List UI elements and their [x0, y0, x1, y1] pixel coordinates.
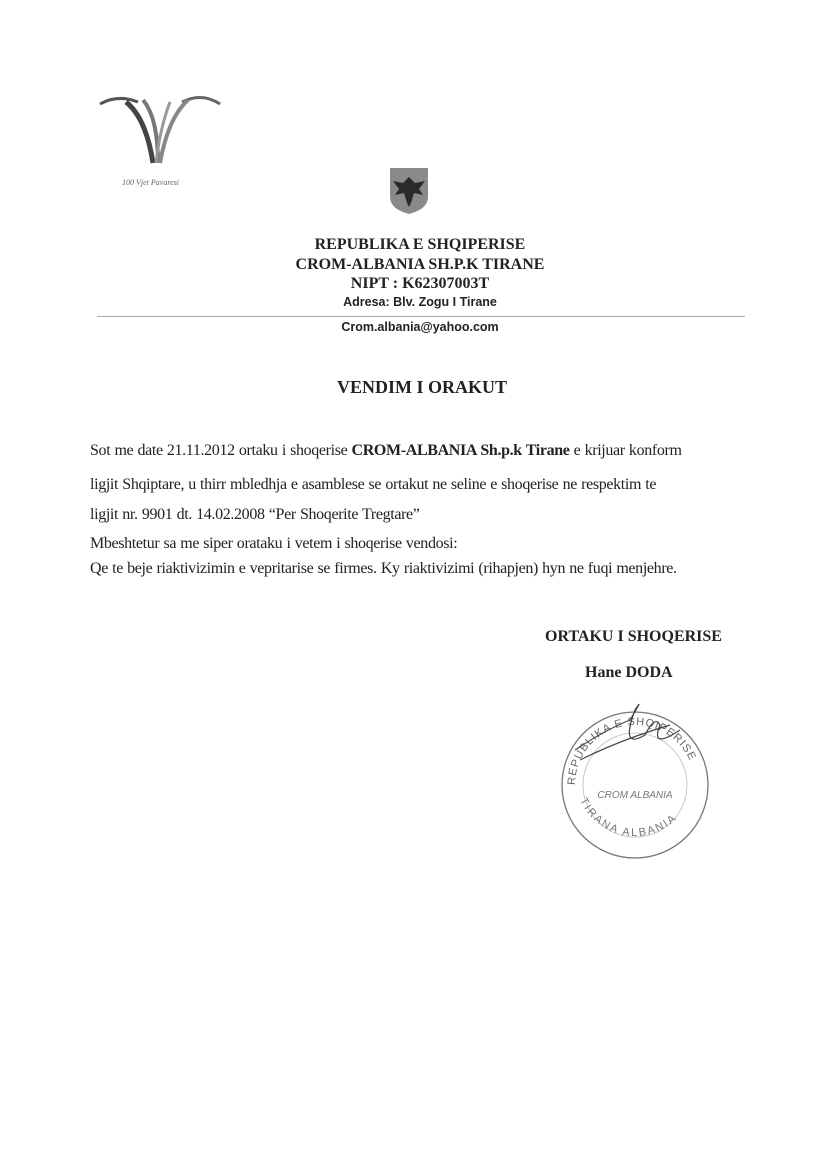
- svg-text:REPUBLIKA E SHQIPERISE: REPUBLIKA E SHQIPERISE: [565, 715, 699, 786]
- header-nipt: NIPT : K62307003T: [350, 275, 490, 292]
- document-title: VENDIM I ORAKUT: [336, 377, 507, 397]
- body-line-1: [90, 442, 682, 460]
- header-email: Crom.albania@yahoo.com: [341, 320, 499, 334]
- body-line-1-end: e krijuar konform: [569, 442, 682, 459]
- signature-name: Hane DODA: [585, 664, 673, 681]
- body-line-5: Qe te beje riaktivizimin e vepritarise se firmes. Ky riaktivizimi (rihapjen) hyn ne fuqi menjehre.: [90, 560, 677, 577]
- body-line-2: ligjit Shqiptare, u thirr mbledhja e asamblese se ortakut ne seline e shoqerise ne respektim te: [90, 476, 657, 493]
- coat-of-arms-icon: [389, 167, 429, 220]
- body-line-1-start: Sot me date 21.11.2012 ortaku i shoqerise: [90, 442, 352, 459]
- svg-text:CROM ALBANIA: CROM ALBANIA: [597, 790, 673, 801]
- logo-caption: 100 Vjet Pavaresi: [122, 178, 180, 187]
- header-divider: [97, 316, 745, 317]
- signature-role: ORTAKU I SHOQERISE: [545, 628, 722, 645]
- header-country: REPUBLIKA E SHQIPERISE: [314, 236, 526, 253]
- svg-text:TIRANA ALBANIA: TIRANA ALBANIA: [577, 795, 680, 840]
- body-line-4: Mbeshtetur sa me siper orataku i vetem i shoqerise vendosi:: [90, 535, 458, 552]
- header-address: Adresa: Blv. Zogu I Tirane: [343, 295, 497, 309]
- company-stamp: [550, 690, 720, 865]
- header-company: CROM-ALBANIA SH.P.K TIRANE: [295, 256, 545, 273]
- centenary-logo: [98, 88, 223, 173]
- company-name-bold: CROM-ALBANIA Sh.p.k Tirane: [351, 442, 570, 459]
- body-line-3: ligjit nr. 9901 dt. 14.02.2008 “Per Shoqerite Tregtare”: [90, 506, 420, 523]
